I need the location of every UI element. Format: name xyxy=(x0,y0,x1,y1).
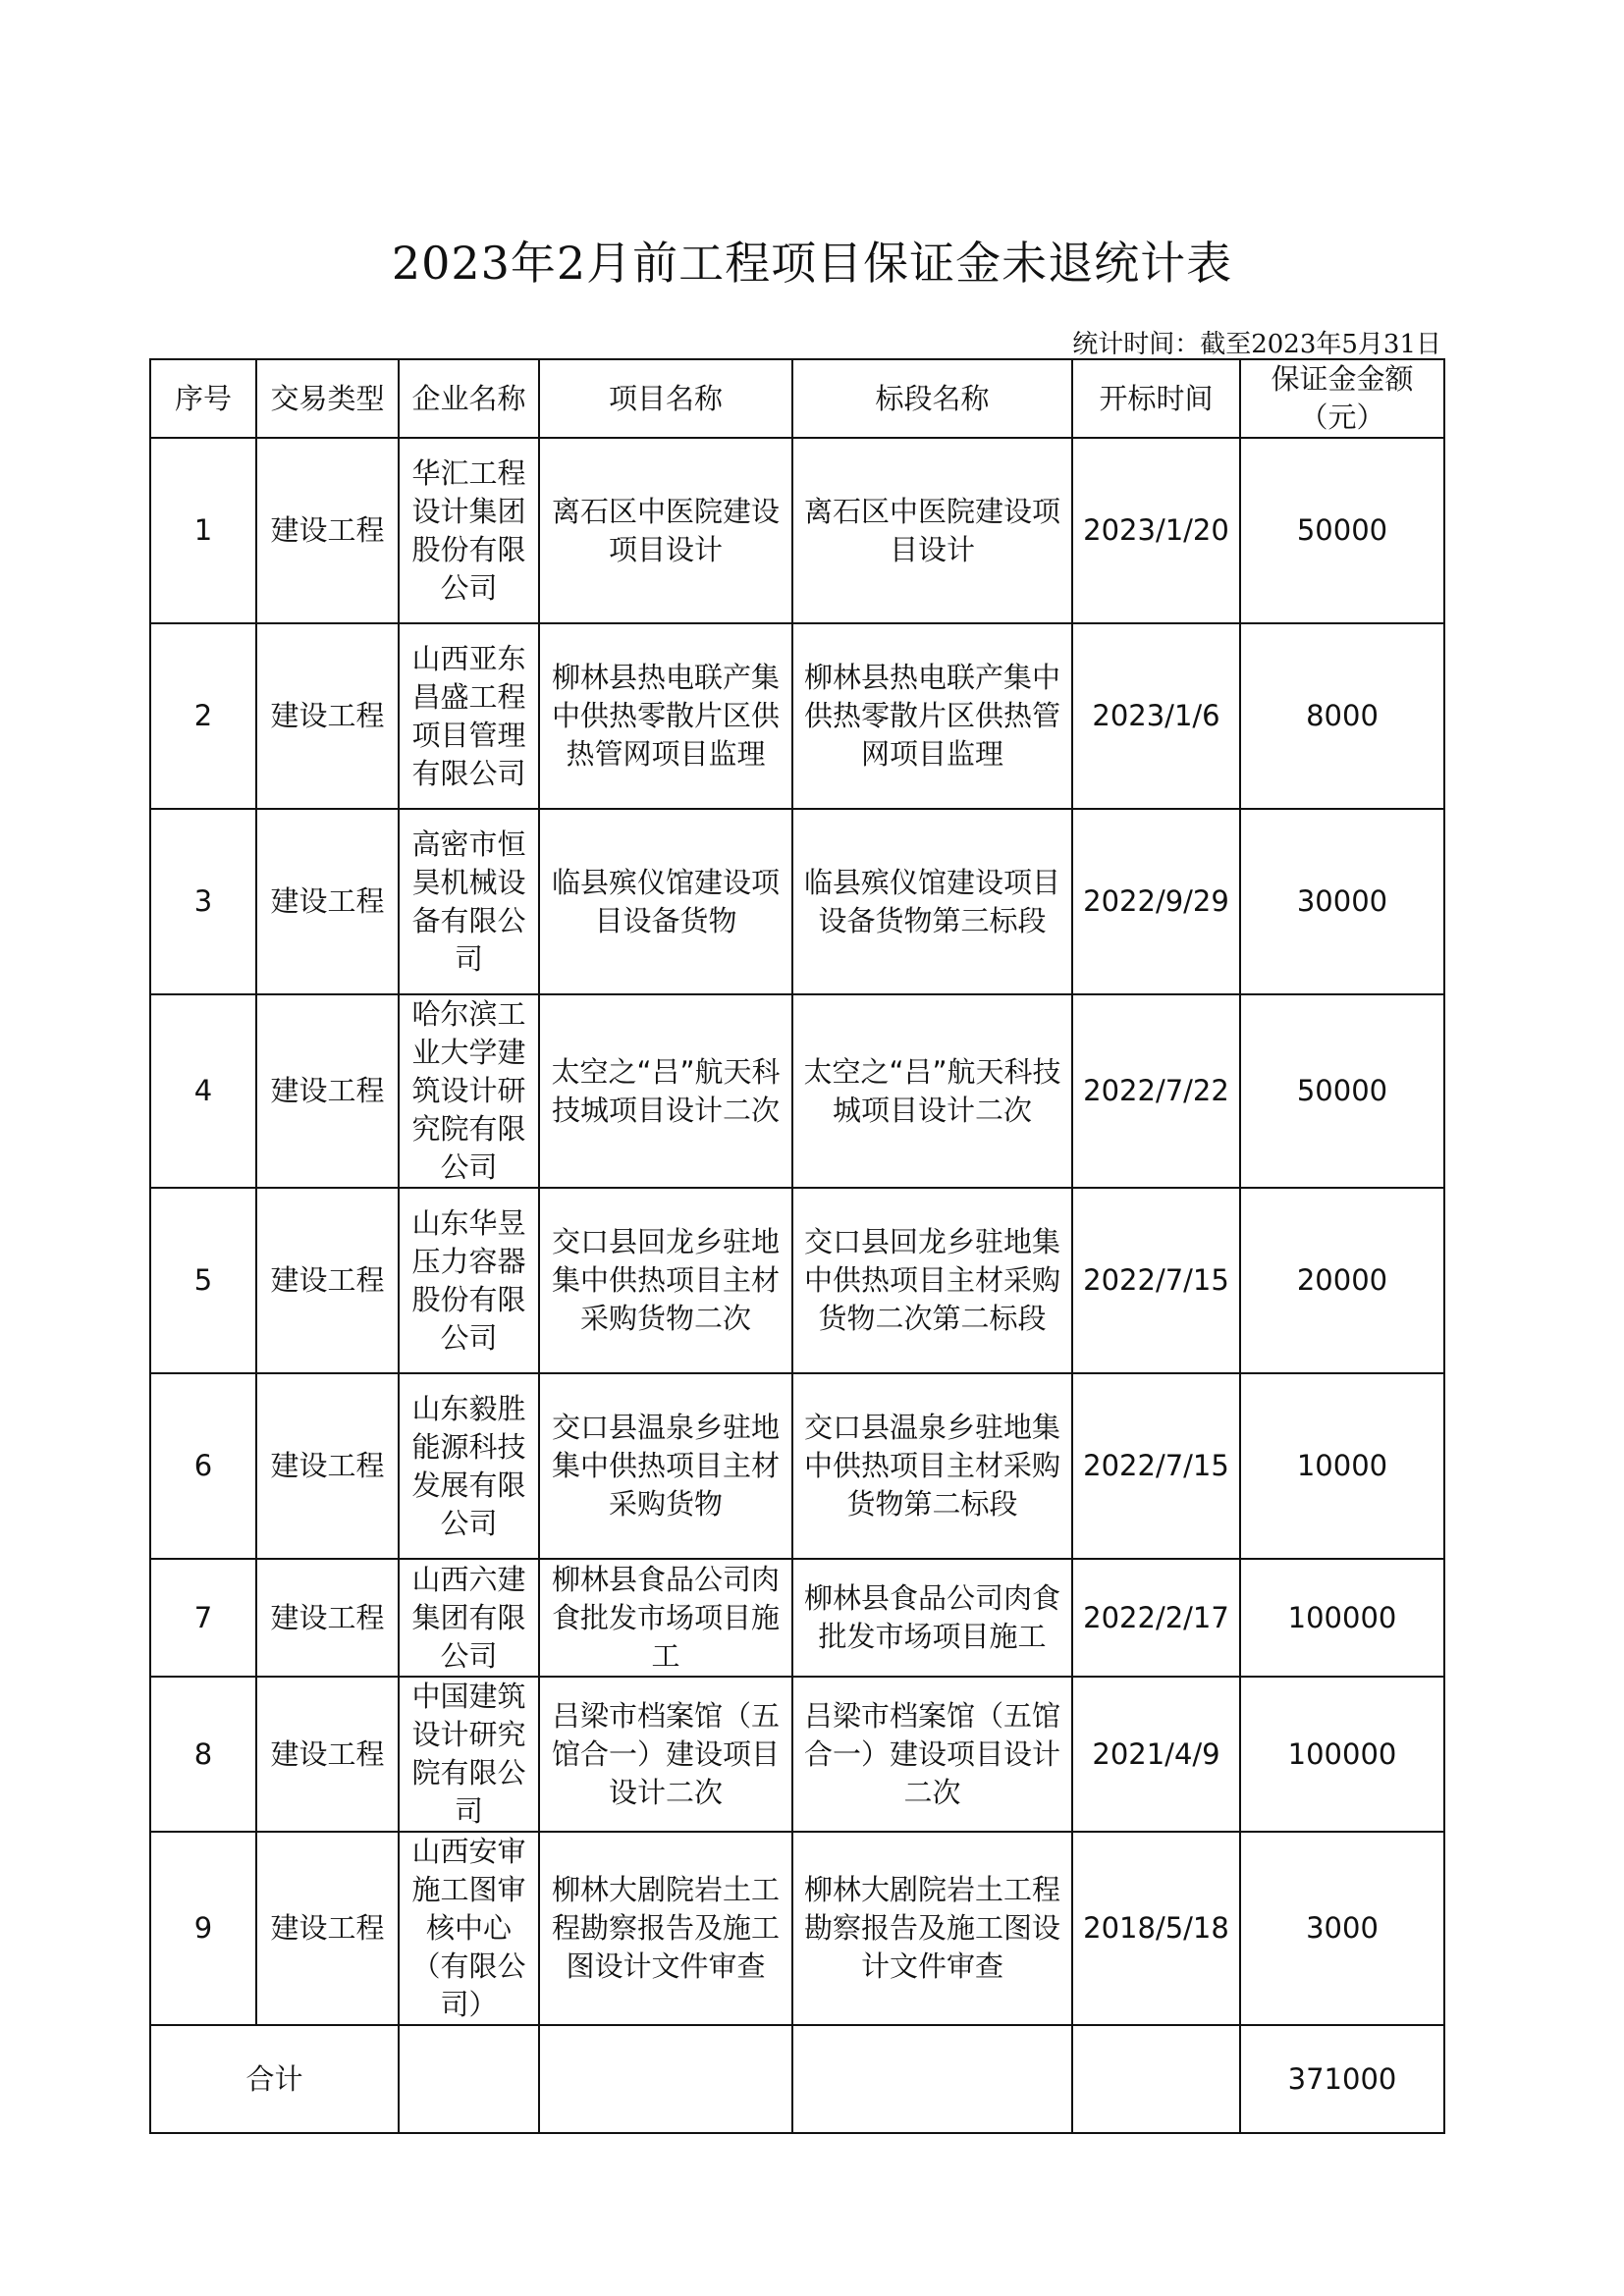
row-amount: 30000 xyxy=(1240,809,1444,994)
row-section: 太空之“吕”航天科技城项目设计二次 xyxy=(792,994,1072,1188)
row-trade-type: 建设工程 xyxy=(256,1373,399,1559)
table-row xyxy=(150,1677,1444,1832)
row-bid-date: 2023/1/20 xyxy=(1072,438,1240,623)
table-row xyxy=(150,1559,1444,1677)
row-amount: 50000 xyxy=(1240,438,1444,623)
total-empty-cell xyxy=(399,2025,539,2133)
row-bid-date: 2023/1/6 xyxy=(1072,623,1240,809)
row-bid-date: 2022/7/15 xyxy=(1072,1188,1240,1373)
row-amount: 100000 xyxy=(1240,1559,1444,1677)
row-project: 临县殡仪馆建设项目设备货物 xyxy=(539,809,792,994)
row-company: 山西六建集团有限公司 xyxy=(399,1559,539,1677)
row-company: 中国建筑设计研究院有限公司 xyxy=(399,1677,539,1832)
total-empty-cell xyxy=(792,2025,1072,2133)
row-project: 离石区中医院建设项目设计 xyxy=(539,438,792,623)
row-company: 哈尔滨工业大学建筑设计研究院有限公司 xyxy=(399,994,539,1188)
row-amount: 8000 xyxy=(1240,623,1444,809)
row-amount: 20000 xyxy=(1240,1188,1444,1373)
row-bid-date: 2021/4/9 xyxy=(1072,1677,1240,1832)
total-label: 合计 xyxy=(150,2025,399,2133)
row-serial: 2 xyxy=(150,623,256,809)
row-company: 山西亚东昌盛工程项目管理有限公司 xyxy=(399,623,539,809)
row-section: 临县殡仪馆建设项目设备货物第三标段 xyxy=(792,809,1072,994)
row-amount: 3000 xyxy=(1240,1832,1444,2025)
row-project: 交口县温泉乡驻地集中供热项目主材采购货物 xyxy=(539,1373,792,1559)
row-bid-date: 2022/7/15 xyxy=(1072,1373,1240,1559)
row-bid-date: 2018/5/18 xyxy=(1072,1832,1240,2025)
row-serial: 4 xyxy=(150,994,256,1188)
header-bid-date: 开标时间 xyxy=(1072,359,1240,438)
header-company: 企业名称 xyxy=(399,359,539,438)
table-row xyxy=(150,1373,1444,1559)
row-section: 离石区中医院建设项目设计 xyxy=(792,438,1072,623)
row-project: 交口县回龙乡驻地集中供热项目主材采购货物二次 xyxy=(539,1188,792,1373)
row-trade-type: 建设工程 xyxy=(256,1677,399,1832)
header-trade-type: 交易类型 xyxy=(256,359,399,438)
row-section: 柳林县食品公司肉食批发市场项目施工 xyxy=(792,1559,1072,1677)
bond-statistics-table xyxy=(149,358,1445,2134)
header-section: 标段名称 xyxy=(792,359,1072,438)
row-project: 太空之“吕”航天科技城项目设计二次 xyxy=(539,994,792,1188)
row-section: 柳林大剧院岩土工程勘察报告及施工图设计文件审查 xyxy=(792,1832,1072,2025)
row-serial: 7 xyxy=(150,1559,256,1677)
table-total-row xyxy=(150,2025,1444,2133)
row-bid-date: 2022/2/17 xyxy=(1072,1559,1240,1677)
row-trade-type: 建设工程 xyxy=(256,623,399,809)
table-row xyxy=(150,1188,1444,1373)
total-empty-cell xyxy=(539,2025,792,2133)
total-empty-cell xyxy=(1072,2025,1240,2133)
row-project: 柳林大剧院岩土工程勘察报告及施工图设计文件审查 xyxy=(539,1832,792,2025)
row-serial: 8 xyxy=(150,1677,256,1832)
row-bid-date: 2022/7/22 xyxy=(1072,994,1240,1188)
row-trade-type: 建设工程 xyxy=(256,1559,399,1677)
header-serial: 序号 xyxy=(150,359,256,438)
row-serial: 9 xyxy=(150,1832,256,2025)
table-row xyxy=(150,1832,1444,2025)
table-header-row xyxy=(150,359,1444,438)
row-company: 山东华昱压力容器股份有限公司 xyxy=(399,1188,539,1373)
row-company: 高密市恒昊机械设备有限公司 xyxy=(399,809,539,994)
table-row xyxy=(150,623,1444,809)
row-amount: 50000 xyxy=(1240,994,1444,1188)
row-section: 交口县温泉乡驻地集中供热项目主材采购货物第二标段 xyxy=(792,1373,1072,1559)
row-serial: 1 xyxy=(150,438,256,623)
row-trade-type: 建设工程 xyxy=(256,1188,399,1373)
row-trade-type: 建设工程 xyxy=(256,438,399,623)
header-project: 项目名称 xyxy=(539,359,792,438)
row-project: 柳林县食品公司肉食批发市场项目施工 xyxy=(539,1559,792,1677)
row-section: 交口县回龙乡驻地集中供热项目主材采购货物二次第二标段 xyxy=(792,1188,1072,1373)
row-company: 山西安审施工图审核中心（有限公司） xyxy=(399,1832,539,2025)
table-row xyxy=(150,438,1444,623)
total-amount: 371000 xyxy=(1240,2025,1444,2133)
row-amount: 100000 xyxy=(1240,1677,1444,1832)
row-serial: 3 xyxy=(150,809,256,994)
header-amount: 保证金金额（元） xyxy=(1240,359,1444,438)
row-serial: 6 xyxy=(150,1373,256,1559)
document-title: 2023年2月前工程项目保证金未退统计表 xyxy=(391,237,1233,290)
row-section: 吕梁市档案馆（五馆合一）建设项目设计二次 xyxy=(792,1677,1072,1832)
table-row xyxy=(150,809,1444,994)
row-company: 山东毅胜能源科技发展有限公司 xyxy=(399,1373,539,1559)
row-amount: 10000 xyxy=(1240,1373,1444,1559)
row-project: 柳林县热电联产集中供热零散片区供热管网项目监理 xyxy=(539,623,792,809)
statistics-time: 统计时间：截至2023年5月31日 xyxy=(1072,330,1441,359)
row-section: 柳林县热电联产集中供热零散片区供热管网项目监理 xyxy=(792,623,1072,809)
row-project: 吕梁市档案馆（五馆合一）建设项目设计二次 xyxy=(539,1677,792,1832)
row-trade-type: 建设工程 xyxy=(256,809,399,994)
table-row xyxy=(150,994,1444,1188)
row-trade-type: 建设工程 xyxy=(256,1832,399,2025)
row-bid-date: 2022/9/29 xyxy=(1072,809,1240,994)
row-trade-type: 建设工程 xyxy=(256,994,399,1188)
row-serial: 5 xyxy=(150,1188,256,1373)
row-company: 华汇工程设计集团股份有限公司 xyxy=(399,438,539,623)
